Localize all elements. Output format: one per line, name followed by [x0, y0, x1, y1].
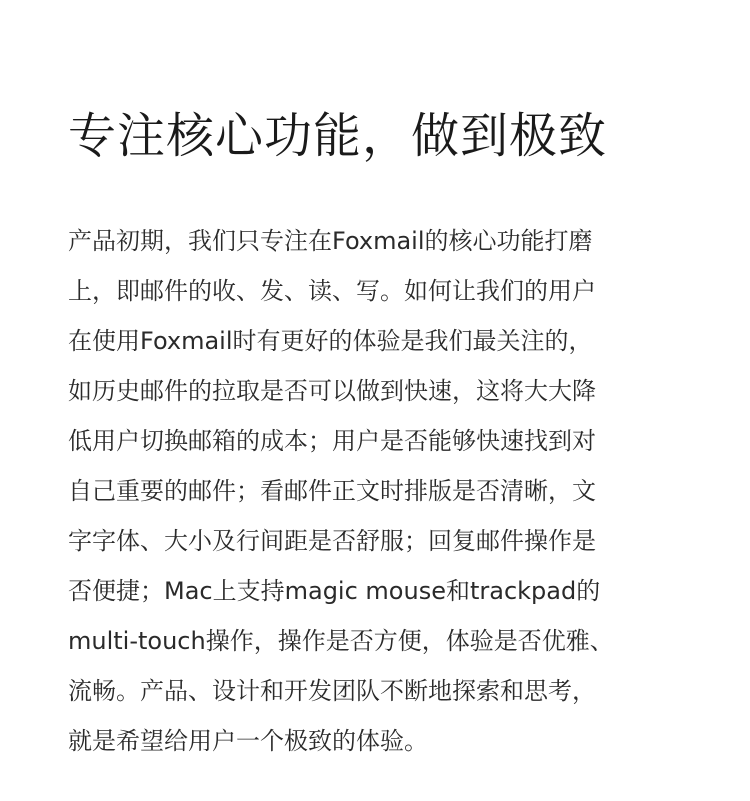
paragraph-line: 低用户切换邮箱的成本；用户是否能够快速找到对	[68, 427, 596, 455]
paragraph-line: 流畅。产品、设计和开发团队不断地探索和思考，	[68, 677, 596, 705]
paragraph-line: 上，即邮件的收、发、读、写。如何让我们的用户	[68, 277, 596, 305]
paragraph-line: multi-touch操作，操作是否方便，体验是否优雅、	[68, 627, 614, 655]
article-title: 专注核心功能，做到极致	[68, 108, 608, 164]
paragraph-line: 字字体、大小及行间距是否舒服；回复邮件操作是	[68, 527, 596, 555]
paragraph-line: 产品初期，我们只专注在Foxmail的核心功能打磨	[68, 227, 593, 255]
paragraph-line: 自己重要的邮件；看邮件正文时排版是否清晰，文	[68, 477, 596, 505]
paragraph-line: 就是希望给用户一个极致的体验。	[68, 727, 428, 755]
paragraph-line: 如历史邮件的拉取是否可以做到快速，这将大大降	[68, 377, 596, 405]
paragraph-line: 在使用Foxmail时有更好的体验是我们最关注的，	[68, 327, 593, 355]
paragraph-line: 否便捷；Mac上支持magic mouse和trackpad的	[68, 577, 601, 605]
article-paragraph	[68, 216, 668, 766]
